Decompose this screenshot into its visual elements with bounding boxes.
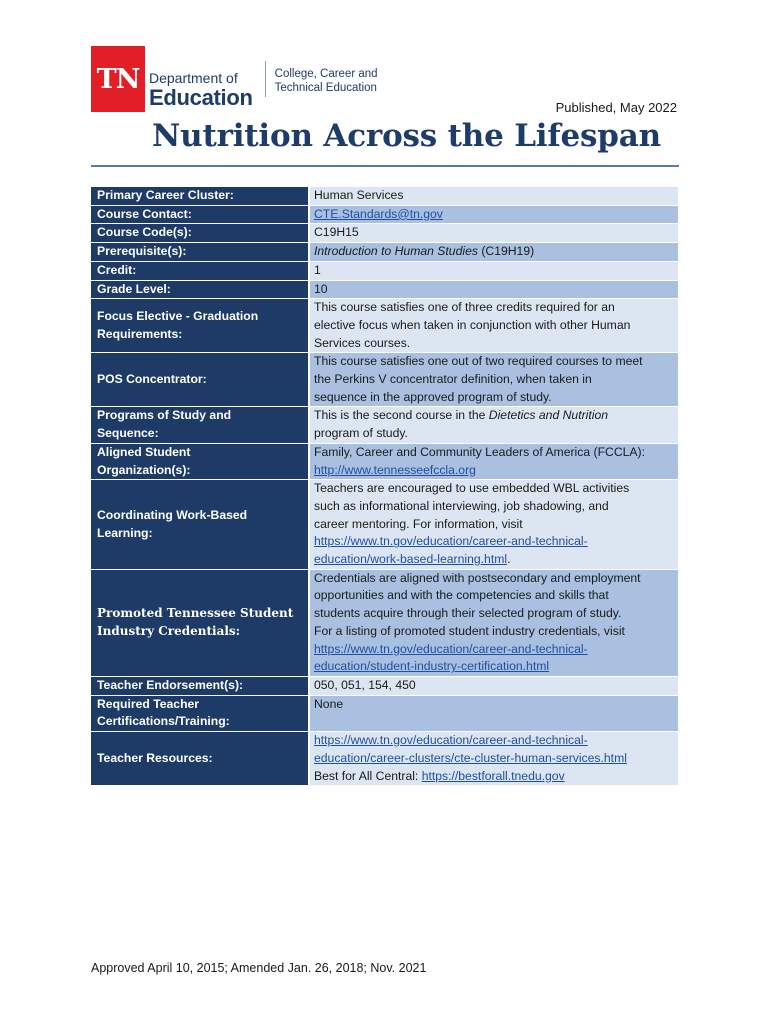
- row-value: [309, 353, 678, 407]
- table-row-teacher-endorsement: [91, 676, 678, 695]
- row-value: [309, 243, 678, 262]
- label-line: Focus Elective - Graduation: [97, 309, 259, 324]
- label-line: Learning:: [97, 525, 153, 540]
- value-line: [314, 750, 674, 768]
- best-for-all-link[interactable]: https://bestforall.tnedu.gov: [421, 768, 565, 783]
- row-label: Prerequisite(s):: [91, 243, 309, 262]
- table-row-teacher-resources: [91, 732, 678, 786]
- row-value: [309, 480, 678, 570]
- approval-footer: Approved April 10, 2015; Amended Jan. 26, 2018; Nov. 2021: [91, 961, 427, 975]
- table-row-student-organizations: [91, 443, 678, 479]
- row-label: [91, 569, 309, 676]
- label-line: Industry Credentials:: [97, 623, 241, 638]
- table-row-pos-concentrator: [91, 353, 678, 407]
- table-row-credit: [91, 261, 678, 280]
- row-value: [309, 569, 678, 676]
- label-line: Required Teacher: [97, 696, 200, 711]
- row-label: Teacher Resources:: [91, 732, 309, 786]
- row-value: 10: [309, 280, 678, 299]
- value-line: program of study.: [314, 426, 408, 441]
- tn-education-logo: [91, 46, 378, 112]
- resources-link[interactable]: https://www.tn.gov/education/career-and-technical-: [314, 733, 588, 748]
- row-label: Grade Level:: [91, 280, 309, 299]
- division-line-2: Technical Education: [274, 82, 377, 94]
- value-line: [314, 533, 674, 551]
- label-line: Sequence:: [97, 426, 159, 441]
- credentials-link[interactable]: https://www.tn.gov/education/career-and-technical-: [314, 641, 588, 656]
- wbl-link[interactable]: https://www.tn.gov/education/career-and-technical-: [314, 534, 588, 549]
- label-line: Programs of Study and: [97, 408, 232, 423]
- value-line: [314, 658, 674, 676]
- fccla-link[interactable]: http://www.tennesseefccla.org: [314, 462, 476, 477]
- table-row-contact: [91, 205, 678, 224]
- prereq-course-name: Introduction to Human Studies: [314, 244, 478, 259]
- table-row-prerequisite: [91, 243, 678, 262]
- table-row-programs-of-study: [91, 407, 678, 443]
- value-line: [314, 407, 674, 425]
- best-for-all-label: Best for All Central:: [314, 768, 422, 783]
- table-row-code: [91, 224, 678, 243]
- row-value: [309, 443, 678, 479]
- wbl-link[interactable]: education/work-based-learning.html: [314, 552, 508, 567]
- tn-logo-mark: [91, 46, 145, 112]
- value-line: This course satisfies one out of two required courses to meet: [314, 354, 643, 369]
- education-text: Education: [149, 85, 253, 110]
- value-line: For a listing of promoted student industry credentials, visit: [314, 623, 625, 638]
- page-title: Nutrition Across the Lifespan: [152, 118, 661, 154]
- program-name: Dietetics and Nutrition: [488, 408, 609, 423]
- programs-text: This is the second course in the: [314, 408, 489, 423]
- row-value: None: [309, 695, 678, 731]
- row-value: [309, 407, 678, 443]
- wbl-period: .: [507, 552, 511, 567]
- table-row-teacher-certifications: [91, 695, 678, 731]
- value-line: [314, 551, 674, 569]
- row-label: [91, 480, 309, 570]
- row-value: C19H15: [309, 224, 678, 243]
- department-wordmark: [149, 46, 253, 112]
- table-row-cluster: [91, 187, 678, 206]
- label-line: Promoted Tennessee Student: [97, 606, 294, 621]
- value-line: career mentoring. For information, visit: [314, 516, 523, 531]
- value-line: Family, Career and Community Leaders of America (FCCLA):: [314, 444, 645, 459]
- value-line: opportunities and with the competencies and skills that: [314, 588, 609, 603]
- value-line: Teachers are encouraged to use embedded WBL activities: [314, 481, 630, 496]
- label-line: Coordinating Work-Based: [97, 507, 248, 522]
- value-line: Services courses.: [314, 335, 411, 350]
- row-label: Course Contact:: [91, 205, 309, 224]
- value-line: students acquire through their selected program of study.: [314, 606, 622, 621]
- row-label: [91, 407, 309, 443]
- label-line: Certifications/Training:: [97, 714, 230, 729]
- label-line: Requirements:: [97, 326, 183, 341]
- dept-of-text: Department of: [149, 70, 238, 86]
- tn-logo-text: TN: [96, 63, 140, 95]
- division-line-1: College, Career and: [274, 68, 378, 80]
- prereq-course-code: (C19H19): [477, 244, 535, 259]
- row-label: [91, 695, 309, 731]
- value-line: Credentials are aligned with postsecondary and employment: [314, 570, 641, 585]
- row-label: [91, 299, 309, 353]
- value-line: [314, 462, 674, 480]
- row-label: [91, 443, 309, 479]
- row-label: Credit:: [91, 261, 309, 280]
- division-name: [275, 67, 378, 95]
- label-line: Aligned Student: [97, 444, 191, 459]
- value-line: [314, 641, 674, 659]
- resources-link[interactable]: education/career-clusters/cte-cluster-human-services.html: [314, 750, 627, 765]
- value-line: [314, 732, 674, 750]
- table-row-industry-credentials: [91, 569, 678, 676]
- value-line: the Perkins V concentrator definition, when taken in: [314, 372, 592, 387]
- table-row-work-based-learning: [91, 480, 678, 570]
- title-divider: [91, 165, 679, 167]
- published-date: Published, May 2022: [555, 100, 677, 115]
- label-line: Organization(s):: [97, 462, 191, 477]
- row-value: 1: [309, 261, 678, 280]
- value-line: This course satisfies one of three credits required for an: [314, 300, 615, 315]
- credentials-link[interactable]: education/student-industry-certification.html: [314, 659, 550, 674]
- row-label: Course Code(s):: [91, 224, 309, 243]
- value-line: sequence in the approved program of study.: [314, 389, 552, 404]
- row-value: [309, 732, 678, 786]
- course-info-table: [91, 186, 678, 785]
- row-value: [309, 299, 678, 353]
- row-value: [309, 205, 678, 224]
- value-line: such as informational interviewing, job shadowing, and: [314, 498, 609, 513]
- contact-email-link[interactable]: CTE.Standards@tn.gov: [314, 206, 443, 221]
- row-value: 050, 051, 154, 450: [309, 676, 678, 695]
- row-value: Human Services: [309, 187, 678, 206]
- table-row-focus-elective: [91, 299, 678, 353]
- row-label: POS Concentrator:: [91, 353, 309, 407]
- value-line: elective focus when taken in conjunction with other Human: [314, 317, 631, 332]
- logo-divider: [265, 61, 266, 97]
- row-label: Teacher Endorsement(s):: [91, 676, 309, 695]
- table-row-grade: [91, 280, 678, 299]
- value-line: [314, 768, 674, 786]
- row-label: Primary Career Cluster:: [91, 187, 309, 206]
